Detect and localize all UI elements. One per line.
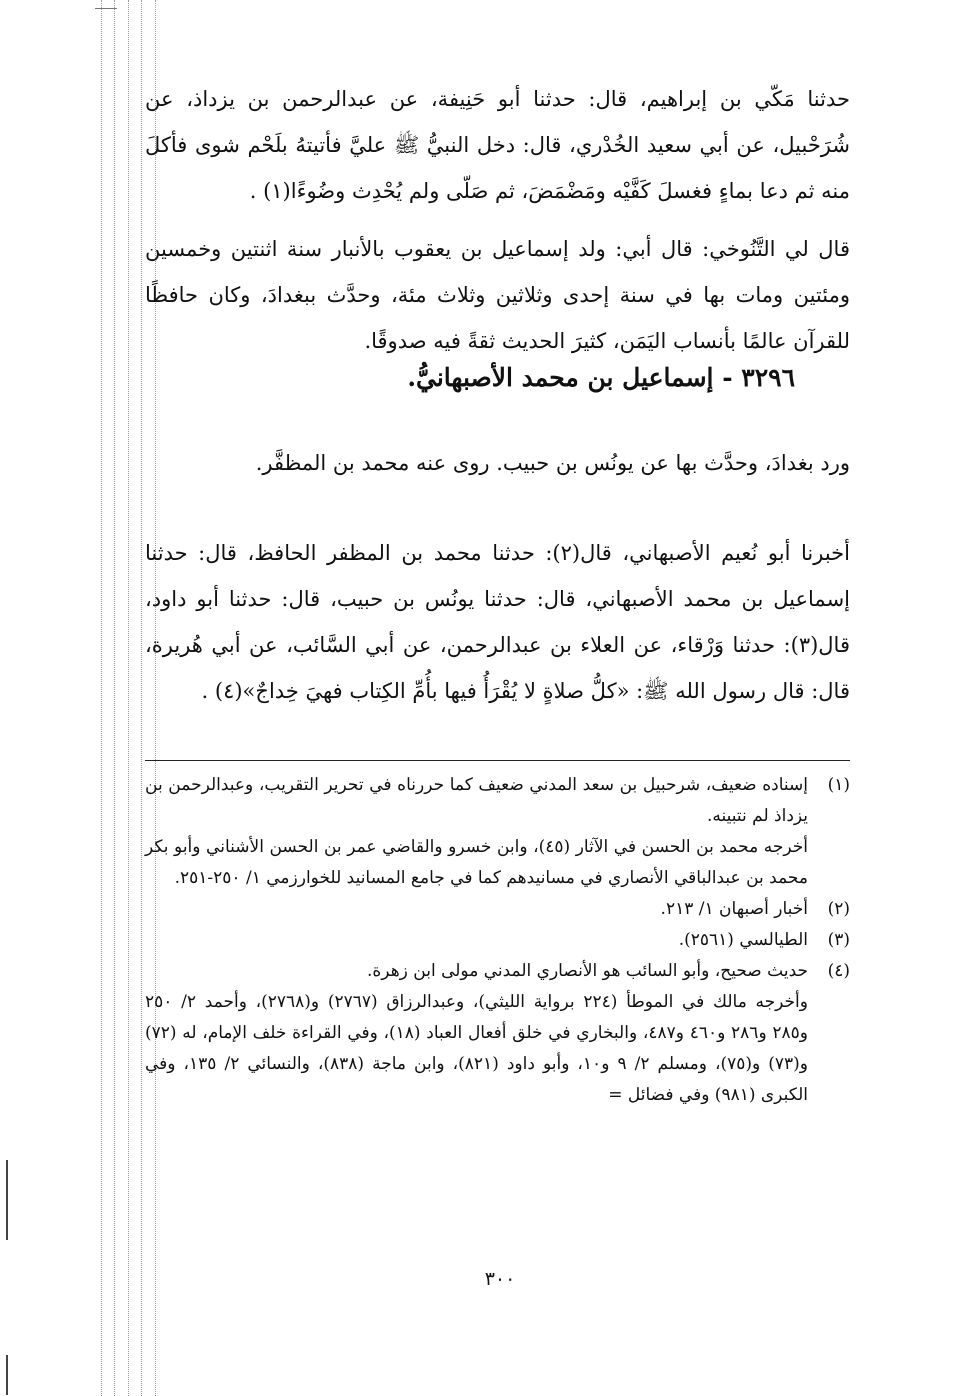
- footnote-4: [145, 956, 850, 1111]
- page-number: ٣٠٠: [484, 1268, 516, 1290]
- body-paragraph-1: حدثنا مَكّي بن إبراهيم، قال: حدثنا أبو حَنِيفة، عن عبدالرحمن بن يزداذ، عن شُرَحْبيل، عن أبي سعيد الخُدْري، قال: دخل النبيُّ ﷺ عليَّ فأتيتهُ بلَحْم شوى فأكلَ منه ثم دعا بماءٍ فغسلَ كَفَّيْه ومَضْمَضَ، ثم صَلّى ولم يُحْدِث وضُوءًا(١) .: [145, 87, 850, 203]
- footnote-text: أخبار أصبهان ١/ ٢١٣.: [660, 899, 808, 919]
- body-paragraph-3: ورد بغدادَ، وحدَّث بها عن يونُس بن حبيب. روى عنه محمد بن المظفَّر.: [255, 451, 850, 475]
- body-paragraph-4: أخبرنا أبو نُعيم الأصبهاني، قال(٢): حدثنا محمد بن المظفر الحافظ، قال: حدثنا إسماعيل بن محمد الأصبهاني، قال: حدثنا يونُس بن حبيب، قال: حدثنا أبو داود، قال(٣): حدثنا وَرْقاء، عن العلاء بن عبدالرحمن، عن أبي السَّائب، عن أبي هُريرة، قال: قال رسول الله ﷺ: «كلُّ صلاةٍ لا يُقْرَأُ فيها بأُمِّ الكِتاب فهيَ خِداجٌ»(٤) .: [145, 541, 850, 703]
- scan-guide-line: [141, 0, 142, 1396]
- footnote-number: (٤): [827, 961, 850, 981]
- body-paragraph-2: قال لي التَّنُوخي: قال أبي: ولد إسماعيل بن يعقوب بالأنبار سنة اثنتين وخمسين ومئتين ومات بها في سنة إحدى وثلاثين وثلاث مئة، وحدَّث ببغدادَ، وكان حافظًا للقرآن عالمًا بأنساب اليَمَن، كثيرَ الحديث ثقةً فيه صدوقًا.: [145, 237, 850, 353]
- scan-edge-mark: [6, 1160, 8, 1240]
- footnote-text: إسناده ضعيف، شرحبيل بن سعد المدني ضعيف كما حررناه في تحرير التقريب، وعبدالرحمن بن يزداذ لم نتبينه.: [145, 775, 808, 826]
- footnote-3: [145, 925, 850, 956]
- scan-edge-mark: [6, 1355, 8, 1395]
- scan-guide-line: [128, 0, 129, 1396]
- footnote-text: حديث صحيح، وأبو السائب هو الأنصاري المدني مولى ابن زهرة.: [367, 961, 808, 981]
- scan-tick-mark: [95, 8, 117, 9]
- entry-heading: ٣٢٩٦ - إسماعيل بن محمد الأصبهانيُّ.: [407, 363, 795, 392]
- scan-guide-line: [101, 0, 102, 1396]
- footnotes: [145, 770, 850, 1111]
- footnote-separator: [145, 760, 850, 761]
- scan-guide-line: [114, 0, 115, 1396]
- footnote-text: أخرجه محمد بن الحسن في الآثار (٤٥)، وابن خسرو والقاضي عمر بن الحسن الأشناني وأبو بكر محمد بن عبدالباقي الأنصاري في مسانيدهم كما في جامع المسانيد للخوارزمي ١/ ٢٥٠-٢٥١.: [145, 837, 808, 888]
- footnote-text: وأخرجه مالك في الموطأ (٢٢٤ برواية الليثي)، وعبدالرزاق (٢٧٦٧) و(٢٧٦٨)، وأحمد ٢/ ٢٥٠ و٢٨٥ و٢٨٦ و٤٦٠ و٤٨٧، والبخاري في خلق أفعال العباد (١٨)، وفي القراءة خلف الإمام، له (٧٢) و(٧٣) و(٧٥)، ومسلم ٢/ ٩ و١٠، وأبو داود (٨٢١)، وابن ماجة (٨٣٨)، والنسائي ٢/ ١٣٥، وفي الكبرى (٩٨١) وفي فضائل =: [145, 992, 808, 1105]
- footnote-number: (٢): [827, 899, 850, 919]
- footnote-number: (١): [827, 775, 850, 795]
- footnote-1: [145, 770, 850, 894]
- footnote-2: [145, 894, 850, 925]
- footnote-number: (٣): [827, 930, 850, 950]
- footnote-text: الطيالسي (٢٥٦١).: [678, 930, 808, 950]
